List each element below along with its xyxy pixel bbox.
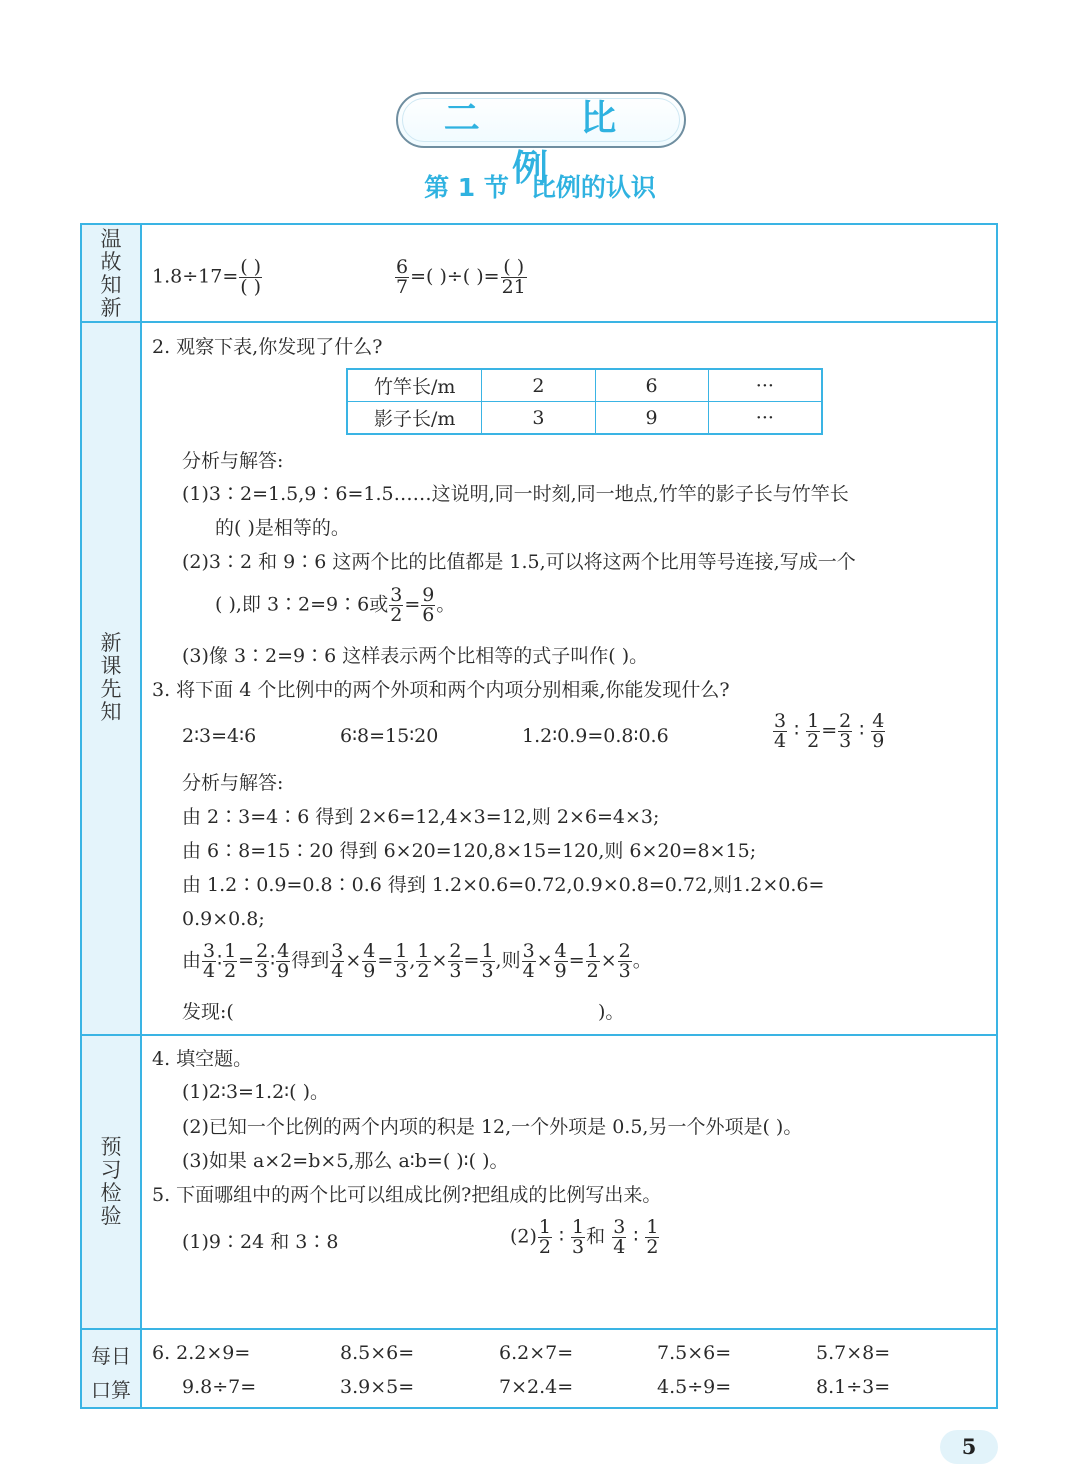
q3-line-3b: 0.9×0.8; <box>182 908 265 930</box>
calc-item: 4.5÷9= <box>657 1376 732 1398</box>
label-new-lesson: 新 课 先 知 <box>100 631 122 724</box>
calc-item: 6.2×7= <box>499 1342 574 1364</box>
table-row <box>347 369 822 402</box>
calc-item: 3.9×5= <box>340 1376 415 1398</box>
table-cell: 影子长/m <box>347 402 482 435</box>
divider <box>80 1328 998 1330</box>
observation-table <box>346 368 823 435</box>
calc-item: 7.5×6= <box>657 1342 732 1364</box>
divider <box>80 1034 998 1036</box>
q3-prompt: 3. 将下面 4 个比例中的两个外项和两个内项分别相乘,你能发现什么? <box>152 679 730 701</box>
page-number: 5 <box>940 1430 998 1464</box>
q2-analysis-heading: 分析与解答: <box>182 450 284 472</box>
q3-example-4: $\frac{3}{4}$ ∶ $\frac{1}{2}$ = $\frac{2}{3}$ ∶ $\frac{4}{9}$ <box>774 710 885 752</box>
q1-fraction-6-7: $\frac{6}{7}$ <box>396 256 409 298</box>
q3-line-3a: 由 1.2∶0.9=0.8∶0.6 得到 1.2×0.6=0.72,0.9×0.8=0.72,则1.2×0.6= <box>182 874 825 896</box>
q3-found-close: )。 <box>598 1001 625 1023</box>
label-preview-check: 预 习 检 验 <box>100 1135 122 1228</box>
table-cell: ··· <box>708 369 822 402</box>
q3-example-3: 1.2∶0.9=0.8∶0.6 <box>522 725 669 747</box>
section-title <box>380 168 700 204</box>
q4-item-3: (3)如果 a×2=b×5,那么 a∶b=( )∶( )。 <box>182 1150 509 1172</box>
label-daily-calc-2: 口算 <box>91 1378 131 1402</box>
q3-line-1: 由 2∶3=4∶6 得到 2×6=12,4×3=12,则 2×6=4×3; <box>182 806 660 828</box>
table-cell: ··· <box>708 402 822 435</box>
q2-p2b-line: ( ),即 3∶2=9∶6或 $\frac{3}{2}$ = $\frac{9}{6}$ 。 <box>215 584 456 626</box>
table-cell: 2 <box>482 369 595 402</box>
section-name: 比例的认识 <box>530 173 656 202</box>
q5-item-1: (1)9∶24 和 3∶8 <box>182 1231 339 1253</box>
label-daily-calc-1: 每日 <box>91 1344 131 1368</box>
table-cell: 9 <box>595 402 708 435</box>
table-row <box>347 402 822 435</box>
q4-prompt: 4. 填空题。 <box>152 1048 253 1070</box>
fraction-3-2: $\frac{3}{2}$ <box>390 584 403 626</box>
fraction-9-6: $\frac{9}{6}$ <box>422 584 435 626</box>
q2-prompt: 2. 观察下表,你发现了什么? <box>152 336 383 358</box>
q4-item-2: (2)已知一个比例的两个内项的积是 12,一个外项是 0.5,另一个外项是( )。 <box>182 1116 803 1138</box>
q1-line <box>152 258 263 297</box>
section-number: 第 1 节 <box>424 173 509 202</box>
calc-item: 8.5×6= <box>340 1342 415 1364</box>
q2-p3: (3)像 3∶2=9∶6 这样表示两个比相等的式子叫作( )。 <box>182 645 649 667</box>
q2-p2a: (2)3∶2 和 9∶6 这两个比的比值都是 1.5,可以将这两个比用等号连接,写成一个 <box>182 551 856 573</box>
chapter-title: 二 比 例 <box>443 98 661 189</box>
q1-fraction-blank: $\frac{( )}{( )}$ <box>240 256 262 298</box>
table-cell: 竹竿长/m <box>347 369 482 402</box>
q3-line-2: 由 6∶8=15∶20 得到 6×20=120,8×15=120,则 6×20=8×15; <box>182 840 757 862</box>
q3-example-1: 2∶3=4∶6 <box>182 725 257 747</box>
divider <box>80 321 998 323</box>
calc-item: 8.1÷3= <box>816 1376 891 1398</box>
q3-found-open: 发现:( <box>182 1001 234 1023</box>
q4-item-1: (1)2∶3=1.2∶( )。 <box>182 1081 329 1103</box>
calc-item: 6. 2.2×9= <box>152 1342 251 1364</box>
q3-analysis-heading: 分析与解答: <box>182 772 284 794</box>
table-cell: 3 <box>482 402 595 435</box>
q1-expr: 1.8÷17= <box>152 265 239 288</box>
q3-line-4: 由 $\frac{3}{4}$ ∶ $\frac{1}{2}$ = $\frac{2}{3}$ ∶ $\frac{4}{9}$ 得到 $\frac{3}{4}$ × $\frac{4}{9}$ = $\frac{1}{3}$ , $\frac{1}{2}$ × $\frac{2}{3}$ = $\frac{1}{3}$ ,则 $\frac{3}{4}$ × $\frac{4}{9}$ = $\frac{1}{2}$ × $\frac{2}{3}$ 。 <box>182 940 652 982</box>
q1-line-2 <box>394 258 528 297</box>
q5-prompt: 5. 下面哪组中的两个比可以组成比例?把组成的比例写出来。 <box>152 1184 662 1206</box>
label-review: 温 故 知 新 <box>100 227 122 320</box>
q1-mid: =( )÷( )= <box>410 265 500 288</box>
calc-item: 9.8÷7= <box>182 1376 257 1398</box>
q1-fraction-21: $\frac{( )}{21}$ <box>501 256 526 298</box>
calc-item: 7×2.4= <box>499 1376 574 1398</box>
calc-item: 5.7×8= <box>816 1342 891 1364</box>
q2-p1b: 的( )是相等的。 <box>215 517 350 539</box>
q5-item-2: (2) $\frac{1}{2}$ ∶ $\frac{1}{3}$ 和 $\frac{3}{4}$ ∶ $\frac{1}{2}$ <box>510 1216 659 1258</box>
q2-p1a: (1)3∶2=1.5,9∶6=1.5……这说明,同一时刻,同一地点,竹竿的影子长与竹竿长 <box>182 483 849 505</box>
q3-example-2: 6∶8=15∶20 <box>340 725 439 747</box>
table-cell: 6 <box>595 369 708 402</box>
